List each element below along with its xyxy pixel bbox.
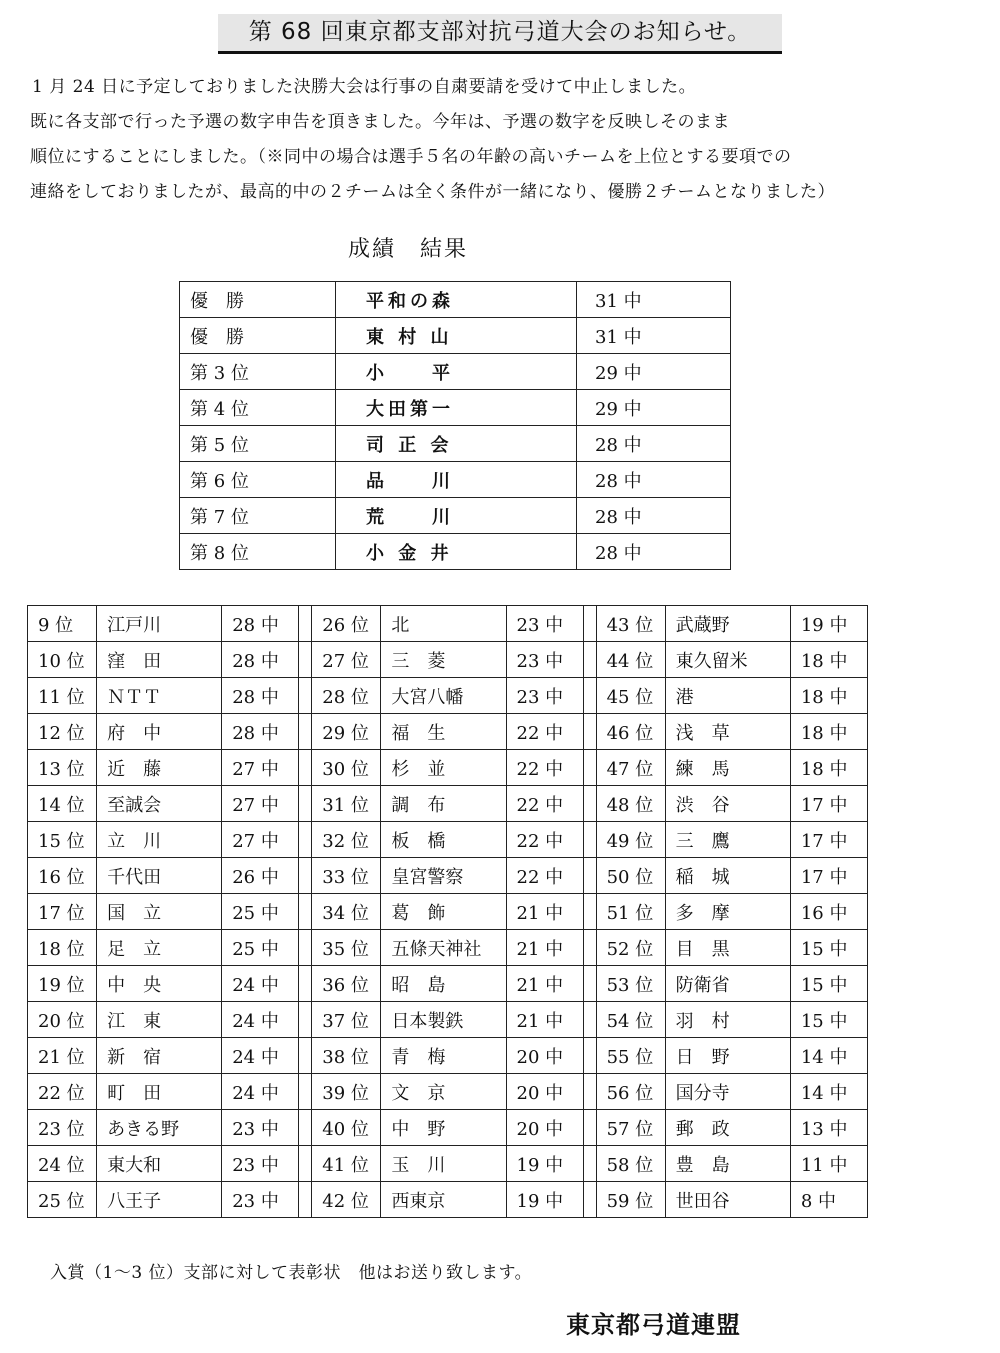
rank-cell: 14 位 xyxy=(28,786,97,822)
score-cell: 21 中 xyxy=(506,894,583,930)
team-name-cell: 国分寺 xyxy=(665,1074,790,1110)
rank-cell: 20 位 xyxy=(28,1002,97,1038)
table-row xyxy=(28,678,868,714)
rank-cell: 46 位 xyxy=(596,714,665,750)
table-row xyxy=(28,1110,868,1146)
score-cell: 13 中 xyxy=(790,1110,867,1146)
rank-cell: 13 位 xyxy=(28,750,97,786)
score-cell: 26 中 xyxy=(222,858,299,894)
column-gap-cell xyxy=(299,930,312,966)
column-gap-cell xyxy=(583,1002,596,1038)
rank-cell: 44 位 xyxy=(596,642,665,678)
intro-line: 1 月 24 日に予定しておりました決勝大会は行事の自粛要請を受けて中止しました。 xyxy=(32,77,697,97)
column-gap-cell xyxy=(299,1038,312,1074)
column-gap-cell xyxy=(583,1038,596,1074)
rankings-table xyxy=(27,605,868,1218)
rank-cell: 第 5 位 xyxy=(180,426,336,462)
team-name-cell: 昭 島 xyxy=(381,966,506,1002)
rank-cell: 第 8 位 xyxy=(180,534,336,570)
column-gap-cell xyxy=(299,1182,312,1218)
rank-cell: 27 位 xyxy=(312,642,381,678)
intro-line: 連絡をしておりましたが、最高的中の２チームは全く条件が一緒になり、優勝２チームとなりました） xyxy=(30,182,835,202)
score-cell: 24 中 xyxy=(222,1002,299,1038)
rank-cell: 第 7 位 xyxy=(180,498,336,534)
table-row xyxy=(28,1146,868,1182)
column-gap-cell xyxy=(583,822,596,858)
rank-cell: 40 位 xyxy=(312,1110,381,1146)
rank-cell: 51 位 xyxy=(596,894,665,930)
column-gap-cell xyxy=(583,1074,596,1110)
column-gap-cell xyxy=(583,930,596,966)
column-gap-cell xyxy=(299,894,312,930)
rank-cell: 42 位 xyxy=(312,1182,381,1218)
rank-cell: 34 位 xyxy=(312,894,381,930)
team-name-cell: 防衛省 xyxy=(665,966,790,1002)
table-row xyxy=(28,966,868,1002)
team-name-cell: 世田谷 xyxy=(665,1182,790,1218)
rank-cell: 56 位 xyxy=(596,1074,665,1110)
top-result-row xyxy=(180,534,731,570)
score-cell: 22 中 xyxy=(506,858,583,894)
rank-cell: 優 勝 xyxy=(180,318,336,354)
rank-cell: 19 位 xyxy=(28,966,97,1002)
top-result-row xyxy=(180,282,731,318)
top-result-row xyxy=(180,498,731,534)
score-cell: 21 中 xyxy=(506,966,583,1002)
rank-cell: 54 位 xyxy=(596,1002,665,1038)
team-name-cell: 西東京 xyxy=(381,1182,506,1218)
team-name-cell: 大田第一 xyxy=(336,390,577,426)
score-cell: 23 中 xyxy=(506,678,583,714)
column-gap-cell xyxy=(299,966,312,1002)
intro-line: 順位にすることにしました。（※同中の場合は選手５名の年齢の高いチームを上位とする要項での xyxy=(30,147,792,167)
team-name-cell: 福 生 xyxy=(381,714,506,750)
rank-cell: 32 位 xyxy=(312,822,381,858)
score-cell: 28 中 xyxy=(222,642,299,678)
team-name-cell: 羽 村 xyxy=(665,1002,790,1038)
score-cell: 15 中 xyxy=(790,930,867,966)
score-cell: 29 中 xyxy=(577,390,731,426)
column-gap-cell xyxy=(583,1182,596,1218)
column-gap-cell xyxy=(299,678,312,714)
table-row xyxy=(28,1038,868,1074)
rank-cell: 47 位 xyxy=(596,750,665,786)
rank-cell: 37 位 xyxy=(312,1002,381,1038)
score-cell: 22 中 xyxy=(506,714,583,750)
column-gap-cell xyxy=(299,606,312,642)
intro-paragraph xyxy=(30,70,990,210)
score-cell: 19 中 xyxy=(790,606,867,642)
rank-cell: 16 位 xyxy=(28,858,97,894)
column-gap-cell xyxy=(583,858,596,894)
team-name-cell: 三 菱 xyxy=(381,642,506,678)
score-cell: 18 中 xyxy=(790,678,867,714)
team-name-cell: 窪 田 xyxy=(97,642,222,678)
team-name-cell: 荒 川 xyxy=(336,498,577,534)
score-cell: 24 中 xyxy=(222,1038,299,1074)
column-gap-cell xyxy=(583,1110,596,1146)
team-name-cell: 千代田 xyxy=(97,858,222,894)
team-name-cell: 東大和 xyxy=(97,1146,222,1182)
team-name-cell: 府 中 xyxy=(97,714,222,750)
team-name-cell: 浅 草 xyxy=(665,714,790,750)
score-cell: 29 中 xyxy=(577,354,731,390)
top-results-table xyxy=(179,281,731,570)
team-name-cell: 多 摩 xyxy=(665,894,790,930)
rank-cell: 26 位 xyxy=(312,606,381,642)
score-cell: 20 中 xyxy=(506,1074,583,1110)
table-row xyxy=(28,606,868,642)
rank-cell: 22 位 xyxy=(28,1074,97,1110)
score-cell: 23 中 xyxy=(222,1182,299,1218)
team-name-cell: 三 鷹 xyxy=(665,822,790,858)
team-name-cell: 新 宿 xyxy=(97,1038,222,1074)
rank-cell: 55 位 xyxy=(596,1038,665,1074)
score-cell: 17 中 xyxy=(790,786,867,822)
score-cell: 20 中 xyxy=(506,1038,583,1074)
team-name-cell: 練 馬 xyxy=(665,750,790,786)
score-cell: 14 中 xyxy=(790,1038,867,1074)
score-cell: 21 中 xyxy=(506,1002,583,1038)
score-cell: 22 中 xyxy=(506,786,583,822)
team-name-cell: 日 野 xyxy=(665,1038,790,1074)
team-name-cell: 杉 並 xyxy=(381,750,506,786)
rank-cell: 9 位 xyxy=(28,606,97,642)
score-cell: 15 中 xyxy=(790,1002,867,1038)
rank-cell: 第 4 位 xyxy=(180,390,336,426)
team-name-cell: 平和の森 xyxy=(336,282,577,318)
table-row xyxy=(28,1182,868,1218)
team-name-cell: 江 東 xyxy=(97,1002,222,1038)
team-name-cell: 文 京 xyxy=(381,1074,506,1110)
table-row xyxy=(28,1074,868,1110)
team-name-cell: 渋 谷 xyxy=(665,786,790,822)
column-gap-cell xyxy=(299,1002,312,1038)
score-cell: 28 中 xyxy=(222,606,299,642)
column-gap-cell xyxy=(583,606,596,642)
rank-cell: 52 位 xyxy=(596,930,665,966)
rank-cell: 11 位 xyxy=(28,678,97,714)
rank-cell: 優 勝 xyxy=(180,282,336,318)
column-gap-cell xyxy=(299,642,312,678)
table-row xyxy=(28,1002,868,1038)
table-row xyxy=(28,750,868,786)
column-gap-cell xyxy=(583,894,596,930)
team-name-cell: あきる野 xyxy=(97,1110,222,1146)
score-cell: 28 中 xyxy=(222,678,299,714)
results-heading: 成績 結果 xyxy=(348,237,469,262)
score-cell: 28 中 xyxy=(577,498,731,534)
team-name-cell: 港 xyxy=(665,678,790,714)
score-cell: 28 中 xyxy=(222,714,299,750)
rank-cell: 24 位 xyxy=(28,1146,97,1182)
page-title: 第 68 回東京都支部対抗弓道大会のお知らせ。 xyxy=(218,14,782,54)
rank-cell: 12 位 xyxy=(28,714,97,750)
team-name-cell: 郵 政 xyxy=(665,1110,790,1146)
rank-cell: 49 位 xyxy=(596,822,665,858)
rank-cell: 10 位 xyxy=(28,642,97,678)
score-cell: 15 中 xyxy=(790,966,867,1002)
column-gap-cell xyxy=(583,642,596,678)
score-cell: 27 中 xyxy=(222,750,299,786)
top-result-row xyxy=(180,462,731,498)
rank-cell: 36 位 xyxy=(312,966,381,1002)
rank-cell: 25 位 xyxy=(28,1182,97,1218)
score-cell: 27 中 xyxy=(222,822,299,858)
rank-cell: 43 位 xyxy=(596,606,665,642)
team-name-cell: 北 xyxy=(381,606,506,642)
score-cell: 23 中 xyxy=(222,1146,299,1182)
team-name-cell: 葛 飾 xyxy=(381,894,506,930)
team-name-cell: 足 立 xyxy=(97,930,222,966)
score-cell: 18 中 xyxy=(790,642,867,678)
score-cell: 21 中 xyxy=(506,930,583,966)
team-name-cell: 武蔵野 xyxy=(665,606,790,642)
team-name-cell: 町 田 xyxy=(97,1074,222,1110)
rank-cell: 41 位 xyxy=(312,1146,381,1182)
rank-cell: 50 位 xyxy=(596,858,665,894)
table-row xyxy=(28,714,868,750)
column-gap-cell xyxy=(299,1074,312,1110)
rank-cell: 第 6 位 xyxy=(180,462,336,498)
rank-cell: 31 位 xyxy=(312,786,381,822)
team-name-cell: 小 平 xyxy=(336,354,577,390)
team-name-cell: 司 正 会 xyxy=(336,426,577,462)
table-row xyxy=(28,786,868,822)
table-row xyxy=(28,822,868,858)
column-gap-cell xyxy=(583,1146,596,1182)
rank-cell: 23 位 xyxy=(28,1110,97,1146)
organization-signature: 東京都弓道連盟 xyxy=(566,1311,741,1339)
team-name-cell: 稲 城 xyxy=(665,858,790,894)
team-name-cell: 中 野 xyxy=(381,1110,506,1146)
score-cell: 8 中 xyxy=(790,1182,867,1218)
team-name-cell: 日本製鉄 xyxy=(381,1002,506,1038)
score-cell: 28 中 xyxy=(577,534,731,570)
team-name-cell: 近 藤 xyxy=(97,750,222,786)
table-row xyxy=(28,642,868,678)
team-name-cell: 東久留米 xyxy=(665,642,790,678)
rank-cell: 39 位 xyxy=(312,1074,381,1110)
column-gap-cell xyxy=(299,750,312,786)
column-gap-cell xyxy=(583,750,596,786)
table-row xyxy=(28,930,868,966)
column-gap-cell xyxy=(583,966,596,1002)
rank-cell: 58 位 xyxy=(596,1146,665,1182)
team-name-cell: ＮＴＴ xyxy=(97,678,222,714)
score-cell: 22 中 xyxy=(506,750,583,786)
column-gap-cell xyxy=(299,822,312,858)
score-cell: 14 中 xyxy=(790,1074,867,1110)
score-cell: 22 中 xyxy=(506,822,583,858)
score-cell: 31 中 xyxy=(577,282,731,318)
score-cell: 19 中 xyxy=(506,1146,583,1182)
award-note: 入賞（1～3 位）支部に対して表彰状 他はお送り致します。 xyxy=(50,1263,533,1283)
team-name-cell: 八王子 xyxy=(97,1182,222,1218)
score-cell: 25 中 xyxy=(222,894,299,930)
score-cell: 28 中 xyxy=(577,462,731,498)
rank-cell: 29 位 xyxy=(312,714,381,750)
team-name-cell: 立 川 xyxy=(97,822,222,858)
team-name-cell: 至誠会 xyxy=(97,786,222,822)
score-cell: 23 中 xyxy=(222,1110,299,1146)
score-cell: 28 中 xyxy=(577,426,731,462)
intro-line: 既に各支部で行った予選の数字申告を頂きました。今年は、予選の数字を反映しそのまま xyxy=(30,112,730,132)
score-cell: 31 中 xyxy=(577,318,731,354)
team-name-cell: 目 黒 xyxy=(665,930,790,966)
rank-cell: 57 位 xyxy=(596,1110,665,1146)
team-name-cell: 皇宮警察 xyxy=(381,858,506,894)
team-name-cell: 品 川 xyxy=(336,462,577,498)
rank-cell: 28 位 xyxy=(312,678,381,714)
rank-cell: 38 位 xyxy=(312,1038,381,1074)
column-gap-cell xyxy=(583,714,596,750)
top-result-row xyxy=(180,426,731,462)
score-cell: 23 中 xyxy=(506,606,583,642)
table-row xyxy=(28,858,868,894)
rank-cell: 15 位 xyxy=(28,822,97,858)
team-name-cell: 大宮八幡 xyxy=(381,678,506,714)
score-cell: 17 中 xyxy=(790,858,867,894)
score-cell: 20 中 xyxy=(506,1110,583,1146)
score-cell: 19 中 xyxy=(506,1182,583,1218)
top-result-row xyxy=(180,354,731,390)
rank-cell: 17 位 xyxy=(28,894,97,930)
column-gap-cell xyxy=(299,1146,312,1182)
score-cell: 18 中 xyxy=(790,750,867,786)
team-name-cell: 江戸川 xyxy=(97,606,222,642)
score-cell: 27 中 xyxy=(222,786,299,822)
table-row xyxy=(28,894,868,930)
column-gap-cell xyxy=(583,786,596,822)
team-name-cell: 玉 川 xyxy=(381,1146,506,1182)
team-name-cell: 中 央 xyxy=(97,966,222,1002)
team-name-cell: 東 村 山 xyxy=(336,318,577,354)
rank-cell: 30 位 xyxy=(312,750,381,786)
score-cell: 18 中 xyxy=(790,714,867,750)
rank-cell: 59 位 xyxy=(596,1182,665,1218)
rank-cell: 21 位 xyxy=(28,1038,97,1074)
column-gap-cell xyxy=(299,714,312,750)
column-gap-cell xyxy=(299,786,312,822)
team-name-cell: 豊 島 xyxy=(665,1146,790,1182)
rank-cell: 48 位 xyxy=(596,786,665,822)
rank-cell: 33 位 xyxy=(312,858,381,894)
team-name-cell: 青 梅 xyxy=(381,1038,506,1074)
rank-cell: 第 3 位 xyxy=(180,354,336,390)
score-cell: 24 中 xyxy=(222,966,299,1002)
rank-cell: 45 位 xyxy=(596,678,665,714)
score-cell: 23 中 xyxy=(506,642,583,678)
team-name-cell: 調 布 xyxy=(381,786,506,822)
rank-cell: 53 位 xyxy=(596,966,665,1002)
top-result-row xyxy=(180,318,731,354)
rank-cell: 35 位 xyxy=(312,930,381,966)
team-name-cell: 五條天神社 xyxy=(381,930,506,966)
top-result-row xyxy=(180,390,731,426)
team-name-cell: 板 橋 xyxy=(381,822,506,858)
team-name-cell: 国 立 xyxy=(97,894,222,930)
score-cell: 25 中 xyxy=(222,930,299,966)
score-cell: 17 中 xyxy=(790,822,867,858)
column-gap-cell xyxy=(583,678,596,714)
team-name-cell: 小 金 井 xyxy=(336,534,577,570)
column-gap-cell xyxy=(299,1110,312,1146)
score-cell: 16 中 xyxy=(790,894,867,930)
score-cell: 11 中 xyxy=(790,1146,867,1182)
column-gap-cell xyxy=(299,858,312,894)
score-cell: 24 中 xyxy=(222,1074,299,1110)
rank-cell: 18 位 xyxy=(28,930,97,966)
